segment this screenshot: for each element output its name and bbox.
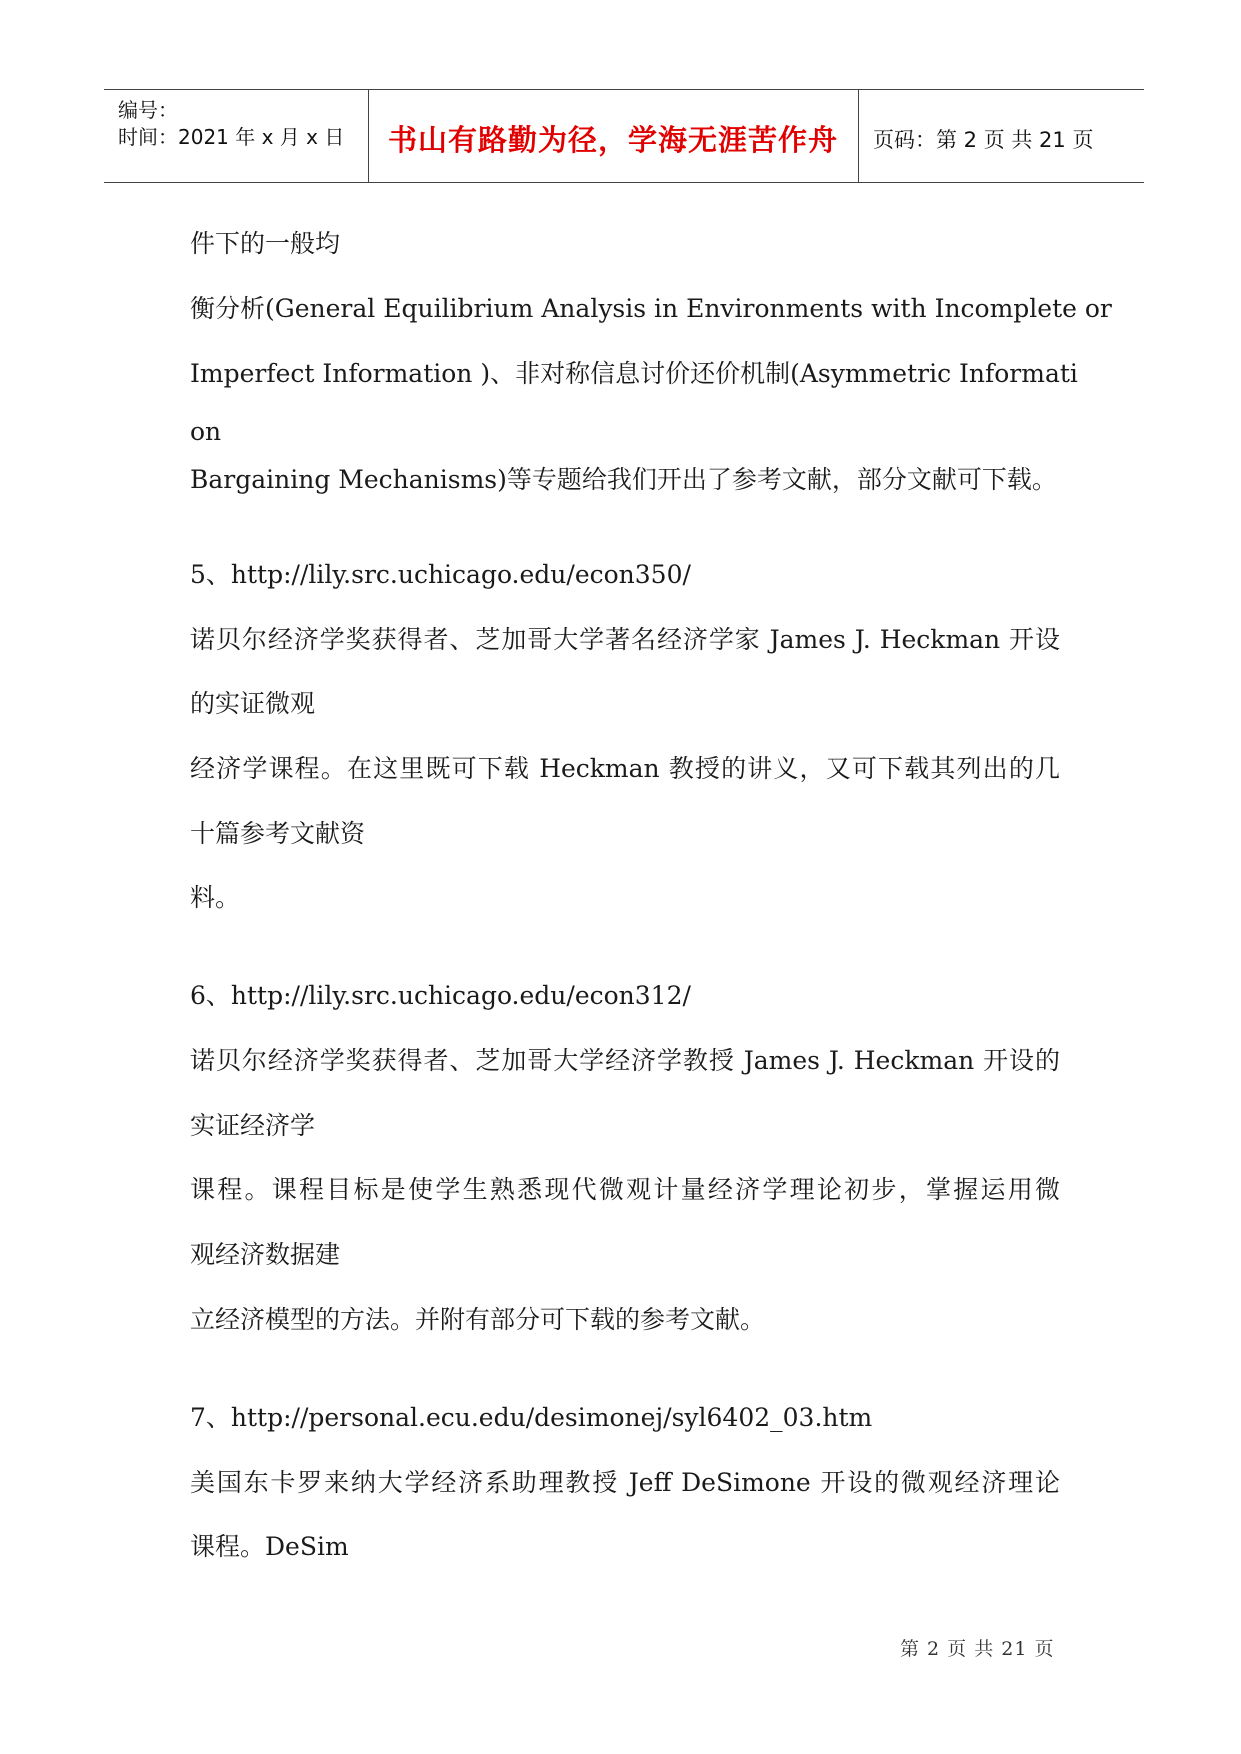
body-line: Imperfect Information )、非对称信息讨价还价机制(Asymmetric Informati [190, 359, 1078, 388]
body-line: 诺贝尔经济学奖获得者、芝加哥大学经济学教授 James J. Heckman 开设的 [190, 1046, 1060, 1075]
body-line: Bargaining Mechanisms)等专题给我们开出了参考文献，部分文献可下载。 [190, 465, 1057, 494]
header-page-label: 页码：第 2 页 共 21 页 [873, 128, 1094, 152]
link-line[interactable]: 7、http://personal.ecu.edu/desimonej/syl6402_03.htm [190, 1403, 873, 1432]
header-time-label: 时间：2021 年 x 月 x 日 [118, 125, 345, 149]
body-line: 课程。DeSim [190, 1532, 349, 1561]
body-line: 经济学课程。在这里既可下载 Heckman 教授的讲义，又可下载其列出的几 [190, 754, 1060, 783]
body-line: 衡分析(General Equilibrium Analysis in Environments with Incomplete or [190, 294, 1112, 323]
body-line: 十篇参考文献资 [190, 819, 366, 848]
body-line: 料。 [190, 883, 241, 912]
body-line: 的实证微观 [190, 689, 316, 718]
header-bottom-rule [104, 182, 1144, 183]
body-line: 观经济数据建 [190, 1240, 341, 1269]
header-divider-right [858, 89, 859, 182]
footer-page-number: 第 2 页 共 21 页 [900, 1638, 1055, 1660]
link-line[interactable]: 6、http://lily.src.uchicago.edu/econ312/ [190, 981, 691, 1010]
body-line: 件下的一般均 [190, 229, 341, 258]
body-line: 实证经济学 [190, 1111, 316, 1140]
body-line: 课程。课程目标是使学生熟悉现代微观计量经济学理论初步，掌握运用微 [190, 1175, 1060, 1204]
body-line: on [190, 417, 222, 446]
link-line[interactable]: 5、http://lily.src.uchicago.edu/econ350/ [190, 560, 691, 589]
body-line: 诺贝尔经济学奖获得者、芝加哥大学著名经济学家 James J. Heckman 开设 [190, 625, 1060, 654]
header-top-rule [104, 89, 1144, 90]
body-line: 立经济模型的方法。并附有部分可下载的参考文献。 [190, 1305, 766, 1334]
header-motto: 书山有路勤为径，学海无涯苦作舟 [387, 123, 838, 157]
header-number-label: 编号： [118, 98, 178, 122]
body-line: 美国东卡罗来纳大学经济系助理教授 Jeff DeSimone 开设的微观经济理论 [190, 1468, 1060, 1497]
